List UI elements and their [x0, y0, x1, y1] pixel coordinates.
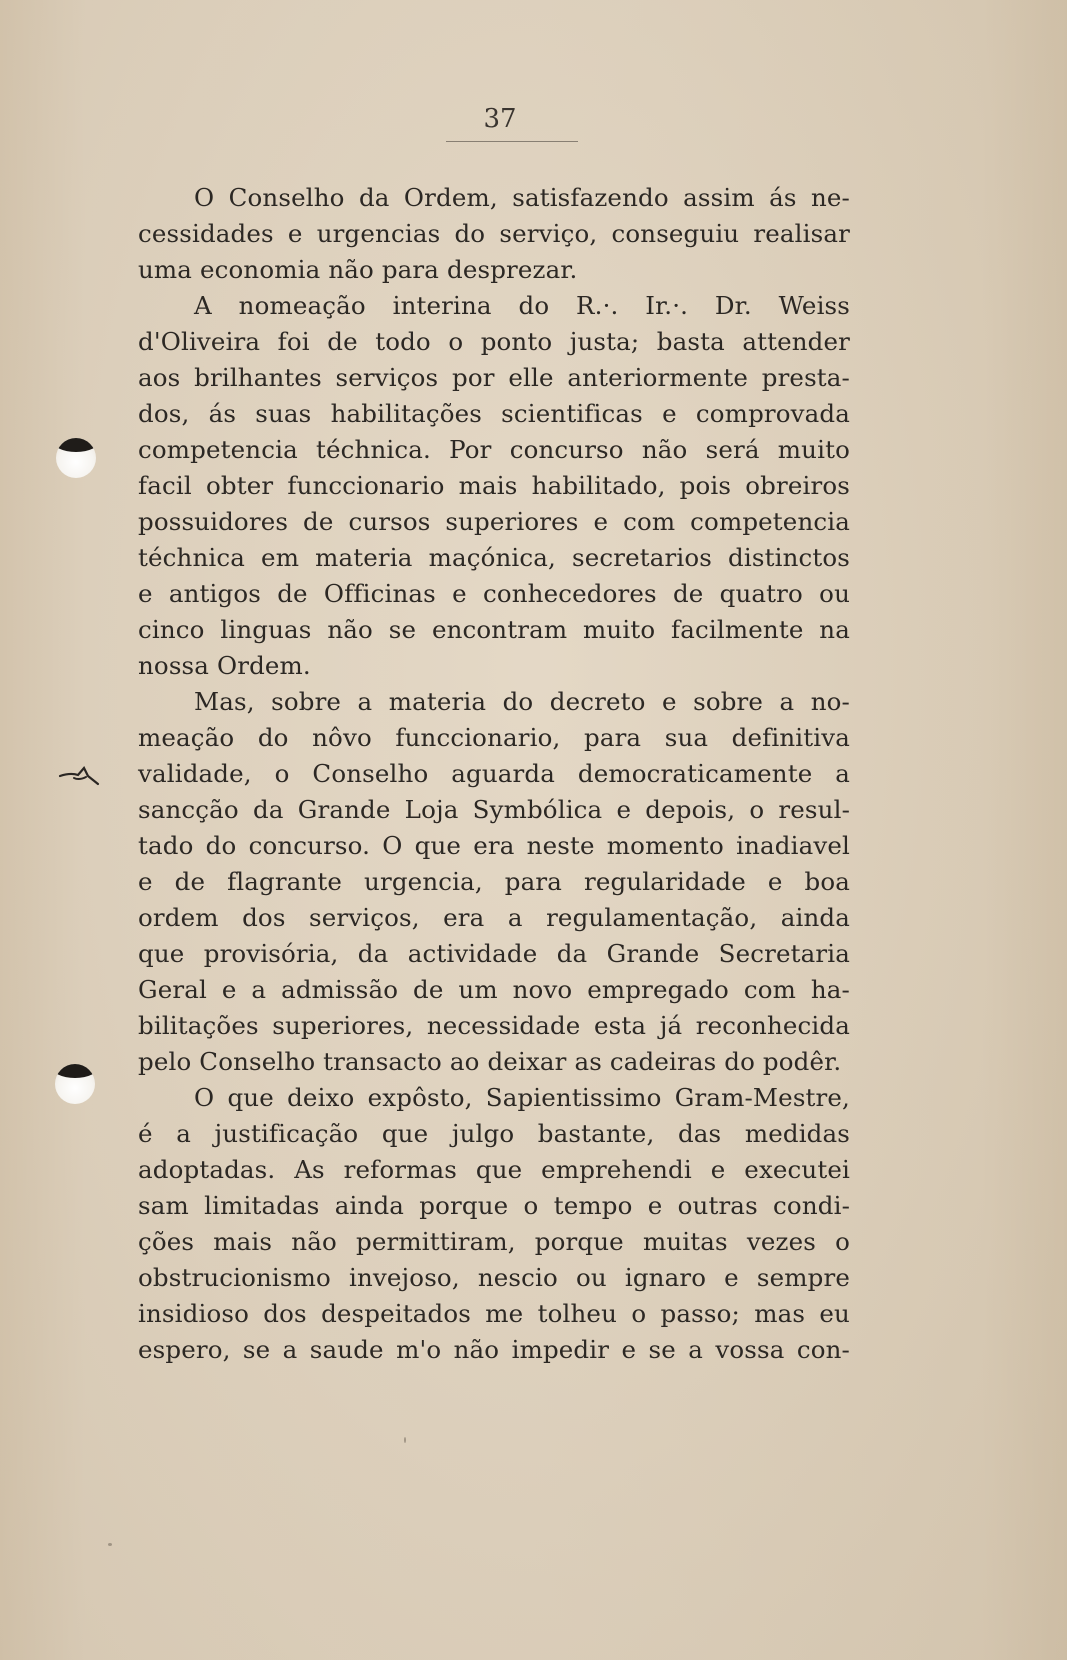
text-line: insidioso dos despeitados me tolheu o passo; mas eu: [138, 1299, 850, 1328]
text-line: aos brilhantes serviços por elle anteriormente presta-: [138, 363, 850, 392]
text-line: validade, o Conselho aguarda democraticamente a: [138, 759, 850, 788]
text-line: adoptadas. As reformas que emprehendi e executei: [138, 1155, 850, 1184]
text-line: obstrucionismo invejoso, nescio ou ignaro e sempre: [138, 1263, 850, 1292]
paper-speck: [108, 1543, 112, 1546]
page-number-rule: [446, 141, 578, 142]
text-line: A nomeação interina do R.·. Ir.·. Dr. Weiss: [194, 291, 850, 320]
paragraph-2: [138, 288, 850, 684]
text-line: sancção da Grande Loja Symbólica e depois, o resul-: [138, 795, 850, 824]
text-line: uma economia não para desprezar.: [138, 255, 578, 284]
punch-hole: [55, 1064, 95, 1104]
text-line: cinco linguas não se encontram muito facilmente na: [138, 615, 850, 644]
text-line: bilitações superiores, necessidade esta já reconhecida: [138, 1011, 850, 1040]
paper-speck: [404, 1437, 406, 1443]
text-line: espero, se a saude m'o não impedir e se a vossa con-: [138, 1335, 850, 1364]
text-line: dos, ás suas habilitações scientificas e comprovada: [138, 399, 850, 428]
text-line: ordem dos serviços, era a regulamentação, ainda: [138, 903, 850, 932]
text-line: sam limitadas ainda porque o tempo e outras condi-: [138, 1191, 850, 1220]
text-line: O Conselho da Ordem, satisfazendo assim ás ne-: [194, 183, 850, 212]
margin-ink-mark: [58, 762, 104, 792]
text-line: e de flagrante urgencia, para regularidade e boa: [138, 867, 850, 896]
paragraph-1: [138, 180, 850, 288]
punch-hole: [56, 438, 96, 478]
paragraph-4: [138, 1080, 850, 1368]
text-line: cessidades e urgencias do serviço, conseguiu realisar: [138, 219, 850, 248]
text-line: que provisória, da actividade da Grande Secretaria: [138, 939, 850, 968]
text-line: téchnica em materia maçónica, secretarios distinctos: [138, 543, 850, 572]
text-line: Geral e a admissão de um novo empregado com ha-: [138, 975, 850, 1004]
body-text: [138, 180, 850, 1368]
text-line: é a justificação que julgo bastante, das medidas: [138, 1119, 850, 1148]
paragraph-3: [138, 684, 850, 1080]
page-number: 37: [483, 104, 517, 134]
text-line: facil obter funccionario mais habilitado, pois obreiros: [138, 471, 850, 500]
text-line: nossa Ordem.: [138, 651, 311, 680]
text-line: ções mais não permittiram, porque muitas vezes o: [138, 1227, 850, 1256]
text-line: d'Oliveira foi de todo o ponto justa; basta attender: [138, 327, 850, 356]
text-line: Mas, sobre a materia do decreto e sobre a no-: [194, 687, 850, 716]
text-line: O que deixo expôsto, Sapientissimo Gram-Mestre,: [194, 1083, 850, 1112]
text-line: e antigos de Officinas e conhecedores de quatro ou: [138, 579, 850, 608]
text-line: meação do nôvo funccionario, para sua definitiva: [138, 723, 850, 752]
text-line: tado do concurso. O que era neste momento inadiavel: [138, 831, 850, 860]
text-line: competencia téchnica. Por concurso não será muito: [138, 435, 850, 464]
text-line: pelo Conselho transacto ao deixar as cadeiras do podêr.: [138, 1047, 842, 1076]
text-line: possuidores de cursos superiores e com competencia: [138, 507, 850, 536]
